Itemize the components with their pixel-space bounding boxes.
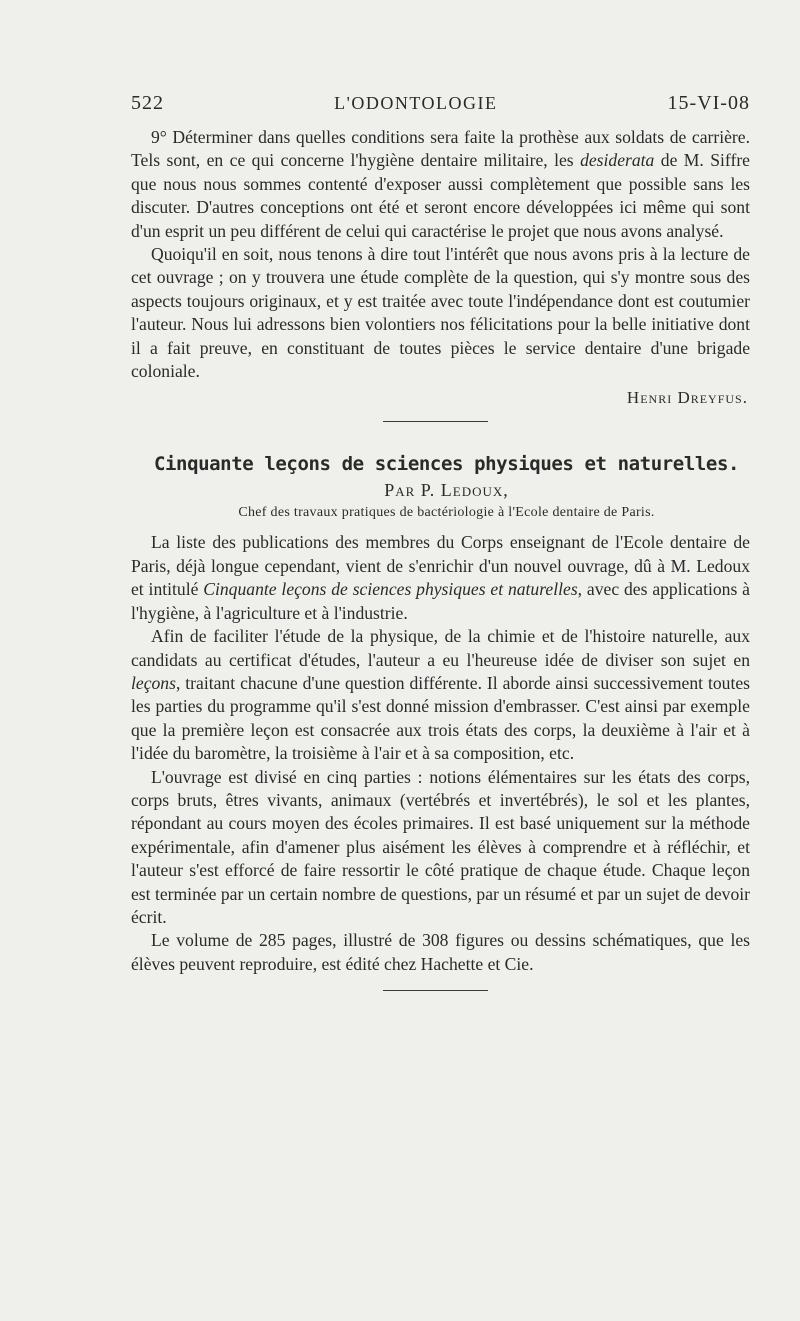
signature: Henri Dreyfus.	[626, 388, 748, 408]
journal-title: L'ODONTOLOGIE	[334, 93, 498, 113]
review-author: Par P. Ledoux,	[384, 480, 509, 501]
paragraph: Quoiqu'il en soit, nous tenons à dire tout l'intérêt que nous avons pris à la lecture de cet ouvrage ; on y trouvera une étude complète de la question, qui s'y montre sous des aspects toujours originaux, et y est traitée avec toute l'indépendance dont est coutumier l'auteur. Nous lui adressons bien volontiers nos félicitations pour la belle initiative dont il a fait preuve, en constituant de toutes pièces le service dentaire d'une brigade coloniale.	[131, 244, 750, 382]
running-head	[131, 92, 750, 120]
page-number: 522	[131, 92, 164, 114]
review-title: Cinquante leçons de sciences physiques et naturelles.	[153, 453, 740, 476]
paragraph: Afin de faciliter l'étude de la physique, de la chimie et de l'histoire naturelle, aux candidats au certificat d'études, l'auteur a eu l'heureuse idée de diviser son sujet en leçons, traitant chacune d'une question différente. Il aborde ainsi successivement toutes les parties du programme qu'il s'est donné mission d'embrasser. C'est ainsi par exemple que la première leçon est consacrée aux trois états des corps, la deuxième à l'air et à l'idée du baromètre, la troisième à l'air et à sa composition, etc.	[131, 626, 750, 764]
end-divider	[383, 990, 488, 991]
paragraph: 9° Déterminer dans quelles conditions sera faite la prothèse aux soldats de carrière. Tels sont, en ce qui concerne l'hygiène dentaire militaire, les desiderata de M. Siffre que nous nous sommes contenté d'exposer aussi complètement que possible sans les discuter. D'autres conceptions ont été et seront encore développées ici même qui sont d'un esprit un peu différent de celui qui caractérise le projet que nous avons analysé.	[131, 127, 750, 241]
italic-term: leçons	[131, 672, 176, 693]
italic-term: desiderata	[580, 150, 655, 171]
issue-date: 15-VI-08	[667, 92, 750, 114]
paragraph: Le volume de 285 pages, illustré de 308 figures ou dessins schématiques, que les élèves peuvent reproduire, est édité chez Hachette et Cie.	[131, 930, 750, 974]
book-title: Cinquante leçons de sciences physiques et naturelles	[203, 579, 578, 600]
page-content	[131, 92, 750, 991]
paragraph: La liste des publications des membres du Corps enseignant de l'Ecole dentaire de Paris, déjà longue cependant, vient de s'enrichir d'un nouvel ouvrage, dû à M. Ledoux et intitulé Cinquante leçons de sciences physiques et naturelles, avec des applications à l'hygiène, à l'agriculture et à l'industrie.	[131, 532, 750, 623]
section-divider	[383, 421, 488, 422]
paragraph: L'ouvrage est divisé en cinq parties : notions élémentaires sur les états des corps, corps bruts, êtres vivants, animaux (vertébrés et invertébrés), le sol et les plantes, répondant au cours moyen des écoles primaires. Il est basé uniquement sur la méthode expérimentale, afin d'amener plus aisément les élèves à comprendre et à réfléchir, et l'auteur s'est efforcé de faire ressortir le côté pratique de chaque étude. Chaque leçon est terminée par un certain nombre de questions, par un résumé et par un sujet de devoir écrit.	[131, 766, 750, 927]
review-affiliation: Chef des travaux pratiques de bactériologie à l'Ecole dentaire de Paris.	[238, 505, 655, 521]
